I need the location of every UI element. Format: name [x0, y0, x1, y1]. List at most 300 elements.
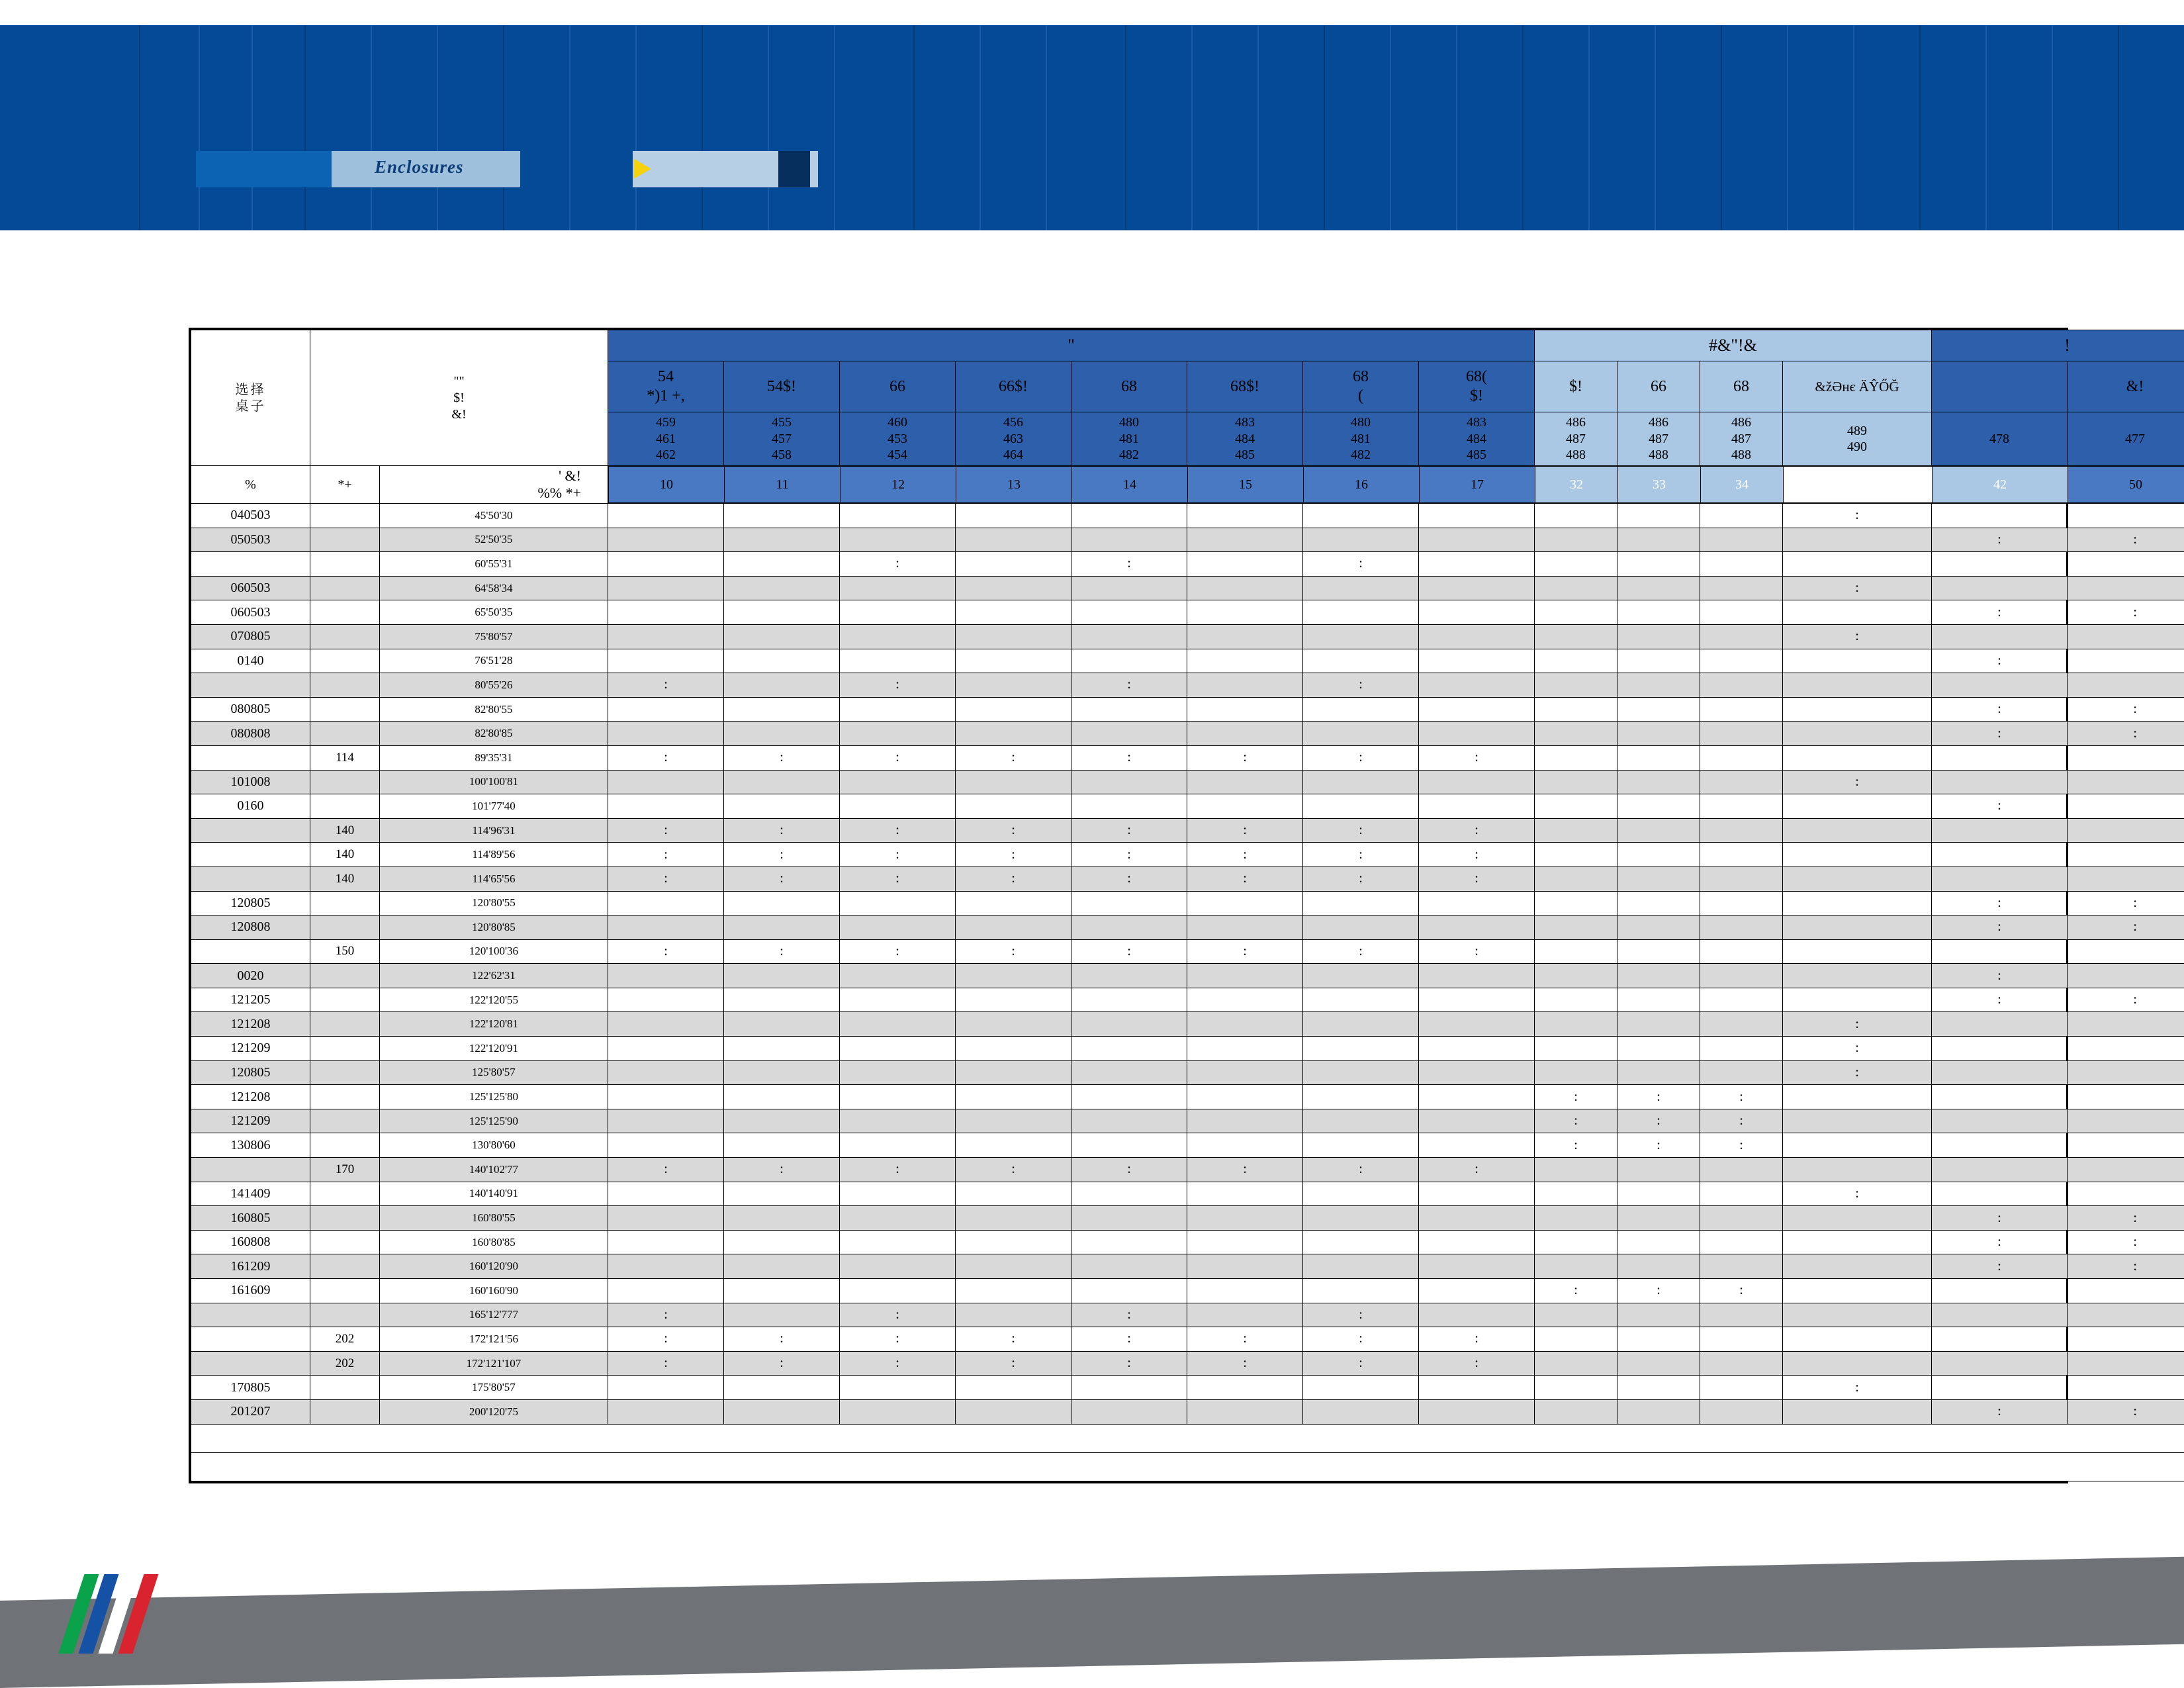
mark-cell[interactable] [1535, 891, 1617, 915]
mark-cell[interactable] [956, 843, 1071, 867]
mark-cell[interactable] [1932, 1060, 2068, 1085]
table-row[interactable] [191, 770, 2184, 794]
mark-cell[interactable] [956, 988, 1071, 1012]
mark-cell[interactable] [1071, 649, 1187, 673]
mark-cell[interactable] [1071, 1376, 1187, 1400]
mark-cell[interactable] [840, 1327, 956, 1352]
mark-cell[interactable] [1535, 576, 1617, 600]
mark-cell[interactable] [1783, 1133, 1932, 1158]
mark-cell[interactable] [1932, 552, 2068, 577]
mark-cell[interactable] [1071, 891, 1187, 915]
table-row[interactable] [191, 1254, 2184, 1279]
mark-cell[interactable] [1071, 794, 1187, 819]
mark-cell[interactable] [1303, 576, 1419, 600]
mark-cell[interactable] [840, 1085, 956, 1109]
mark-cell[interactable] [1932, 528, 2068, 552]
mark-cell[interactable] [1700, 1012, 1783, 1037]
mark-cell[interactable] [608, 818, 724, 843]
mark-cell[interactable] [1187, 1158, 1303, 1182]
mark-cell[interactable] [724, 867, 840, 891]
mark-cell[interactable] [1783, 843, 1932, 867]
table-row[interactable] [191, 504, 2184, 528]
mark-cell[interactable] [956, 1376, 1071, 1400]
mark-cell[interactable] [956, 1327, 1071, 1352]
mark-cell[interactable] [1303, 939, 1419, 964]
mark-cell[interactable] [840, 600, 956, 625]
mark-cell[interactable] [1932, 891, 2068, 915]
mark-cell[interactable] [956, 1109, 1071, 1133]
mark-cell[interactable] [1071, 939, 1187, 964]
mark-cell[interactable] [1932, 576, 2068, 600]
mark-cell[interactable] [1419, 1351, 1535, 1376]
mark-cell[interactable] [840, 745, 956, 770]
table-row[interactable] [191, 528, 2184, 552]
mark-cell[interactable] [1419, 1206, 1535, 1231]
mark-cell[interactable] [1303, 770, 1419, 794]
mark-cell[interactable] [608, 722, 724, 746]
mark-cell[interactable] [1617, 1182, 1700, 1206]
mark-cell[interactable] [1932, 1012, 2068, 1037]
mark-cell[interactable] [1535, 770, 1617, 794]
mark-cell[interactable] [1535, 1376, 1617, 1400]
mark-cell[interactable] [2068, 1182, 2184, 1206]
mark-cell[interactable] [1783, 504, 1932, 528]
mark-cell[interactable] [1783, 1230, 1932, 1254]
mark-cell[interactable] [1617, 649, 1700, 673]
mark-cell[interactable] [1932, 600, 2068, 625]
mark-cell[interactable] [1535, 867, 1617, 891]
mark-cell[interactable] [1187, 1037, 1303, 1061]
mark-cell[interactable] [1700, 1399, 1783, 1424]
mark-cell[interactable] [724, 988, 840, 1012]
mark-cell[interactable] [1071, 818, 1187, 843]
mark-cell[interactable] [1535, 1351, 1617, 1376]
table-row[interactable] [191, 964, 2184, 988]
mark-cell[interactable] [1617, 1133, 1700, 1158]
mark-cell[interactable] [956, 600, 1071, 625]
mark-cell[interactable] [1303, 1133, 1419, 1158]
table-row[interactable] [191, 552, 2184, 577]
mark-cell[interactable] [2068, 964, 2184, 988]
mark-cell[interactable] [1071, 745, 1187, 770]
mark-cell[interactable] [1783, 1254, 1932, 1279]
mark-cell[interactable] [1535, 722, 1617, 746]
mark-cell[interactable] [608, 673, 724, 698]
mark-cell[interactable] [840, 1060, 956, 1085]
mark-cell[interactable] [1932, 867, 2068, 891]
mark-cell[interactable] [724, 504, 840, 528]
mark-cell[interactable] [840, 939, 956, 964]
mark-cell[interactable] [956, 1206, 1071, 1231]
mark-cell[interactable] [1932, 1376, 2068, 1400]
mark-cell[interactable] [1071, 576, 1187, 600]
mark-cell[interactable] [1932, 915, 2068, 940]
mark-cell[interactable] [1932, 770, 2068, 794]
mark-cell[interactable] [1932, 624, 2068, 649]
mark-cell[interactable] [1535, 1158, 1617, 1182]
mark-cell[interactable] [608, 552, 724, 577]
mark-cell[interactable] [1071, 1085, 1187, 1109]
mark-cell[interactable] [2068, 1399, 2184, 1424]
mark-cell[interactable] [1303, 697, 1419, 722]
mark-cell[interactable] [1700, 697, 1783, 722]
mark-cell[interactable] [1783, 1182, 1932, 1206]
mark-cell[interactable] [840, 1012, 956, 1037]
mark-cell[interactable] [1535, 964, 1617, 988]
mark-cell[interactable] [1700, 722, 1783, 746]
mark-cell[interactable] [2068, 915, 2184, 940]
mark-cell[interactable] [724, 770, 840, 794]
mark-cell[interactable] [1303, 745, 1419, 770]
mark-cell[interactable] [1700, 843, 1783, 867]
mark-cell[interactable] [840, 697, 956, 722]
mark-cell[interactable] [724, 964, 840, 988]
table-row[interactable] [191, 576, 2184, 600]
table-row[interactable] [191, 624, 2184, 649]
mark-cell[interactable] [2068, 552, 2184, 577]
mark-cell[interactable] [1783, 576, 1932, 600]
mark-cell[interactable] [956, 1158, 1071, 1182]
mark-cell[interactable] [724, 915, 840, 940]
mark-cell[interactable] [1617, 1060, 1700, 1085]
table-row[interactable] [191, 745, 2184, 770]
mark-cell[interactable] [1419, 891, 1535, 915]
mark-cell[interactable] [1700, 891, 1783, 915]
mark-cell[interactable] [956, 915, 1071, 940]
mark-cell[interactable] [1700, 1085, 1783, 1109]
mark-cell[interactable] [724, 528, 840, 552]
mark-cell[interactable] [1617, 1109, 1700, 1133]
mark-cell[interactable] [1419, 867, 1535, 891]
mark-cell[interactable] [724, 649, 840, 673]
mark-cell[interactable] [724, 1230, 840, 1254]
mark-cell[interactable] [608, 1012, 724, 1037]
mark-cell[interactable] [1187, 552, 1303, 577]
mark-cell[interactable] [724, 1085, 840, 1109]
mark-cell[interactable] [1419, 600, 1535, 625]
mark-cell[interactable] [1700, 867, 1783, 891]
mark-cell[interactable] [956, 1399, 1071, 1424]
mark-cell[interactable] [1419, 697, 1535, 722]
mark-cell[interactable] [1932, 1399, 2068, 1424]
mark-cell[interactable] [1187, 794, 1303, 819]
mark-cell[interactable] [608, 745, 724, 770]
mark-cell[interactable] [1617, 794, 1700, 819]
mark-cell[interactable] [724, 1327, 840, 1352]
mark-cell[interactable] [2068, 1351, 2184, 1376]
mark-cell[interactable] [1617, 1206, 1700, 1231]
mark-cell[interactable] [1187, 964, 1303, 988]
mark-cell[interactable] [724, 843, 840, 867]
mark-cell[interactable] [1419, 1254, 1535, 1279]
mark-cell[interactable] [1617, 745, 1700, 770]
mark-cell[interactable] [1419, 673, 1535, 698]
mark-cell[interactable] [1783, 867, 1932, 891]
mark-cell[interactable] [1187, 1182, 1303, 1206]
mark-cell[interactable] [1617, 624, 1700, 649]
mark-cell[interactable] [1303, 843, 1419, 867]
mark-cell[interactable] [1419, 1012, 1535, 1037]
mark-cell[interactable] [1617, 1399, 1700, 1424]
mark-cell[interactable] [956, 745, 1071, 770]
mark-cell[interactable] [1419, 552, 1535, 577]
mark-cell[interactable] [1303, 1109, 1419, 1133]
mark-cell[interactable] [1071, 697, 1187, 722]
mark-cell[interactable] [956, 1182, 1071, 1206]
mark-cell[interactable] [2068, 1327, 2184, 1352]
mark-cell[interactable] [956, 867, 1071, 891]
mark-cell[interactable] [840, 818, 956, 843]
mark-cell[interactable] [956, 697, 1071, 722]
mark-cell[interactable] [1617, 1279, 1700, 1303]
mark-cell[interactable] [956, 818, 1071, 843]
mark-cell[interactable] [956, 770, 1071, 794]
mark-cell[interactable] [956, 576, 1071, 600]
table-row[interactable] [191, 818, 2184, 843]
mark-cell[interactable] [1783, 1279, 1932, 1303]
mark-cell[interactable] [1617, 697, 1700, 722]
mark-cell[interactable] [1071, 1230, 1187, 1254]
mark-cell[interactable] [608, 504, 724, 528]
mark-cell[interactable] [1187, 1206, 1303, 1231]
mark-cell[interactable] [1700, 988, 1783, 1012]
mark-cell[interactable] [1932, 1158, 2068, 1182]
mark-cell[interactable] [1700, 1060, 1783, 1085]
table-row[interactable] [191, 1085, 2184, 1109]
mark-cell[interactable] [956, 939, 1071, 964]
mark-cell[interactable] [1419, 1037, 1535, 1061]
mark-cell[interactable] [1419, 1399, 1535, 1424]
mark-cell[interactable] [956, 528, 1071, 552]
mark-cell[interactable] [1617, 939, 1700, 964]
table-row[interactable] [191, 649, 2184, 673]
mark-cell[interactable] [1187, 1012, 1303, 1037]
mark-cell[interactable] [1187, 988, 1303, 1012]
mark-cell[interactable] [1617, 891, 1700, 915]
mark-cell[interactable] [1303, 1060, 1419, 1085]
mark-cell[interactable] [1617, 1158, 1700, 1182]
mark-cell[interactable] [840, 843, 956, 867]
mark-cell[interactable] [1303, 1376, 1419, 1400]
mark-cell[interactable] [1071, 867, 1187, 891]
mark-cell[interactable] [1617, 1085, 1700, 1109]
mark-cell[interactable] [1617, 722, 1700, 746]
mark-cell[interactable] [1932, 1037, 2068, 1061]
table-row[interactable] [191, 1279, 2184, 1303]
mark-cell[interactable] [1617, 818, 1700, 843]
mark-cell[interactable] [840, 1109, 956, 1133]
mark-cell[interactable] [1535, 1327, 1617, 1352]
mark-cell[interactable] [840, 528, 956, 552]
table-row[interactable] [191, 988, 2184, 1012]
mark-cell[interactable] [608, 867, 724, 891]
mark-cell[interactable] [1700, 1206, 1783, 1231]
table-row[interactable] [191, 1182, 2184, 1206]
mark-cell[interactable] [1419, 745, 1535, 770]
mark-cell[interactable] [1187, 745, 1303, 770]
mark-cell[interactable] [1419, 915, 1535, 940]
mark-cell[interactable] [1783, 964, 1932, 988]
mark-cell[interactable] [608, 528, 724, 552]
mark-cell[interactable] [724, 1376, 840, 1400]
mark-cell[interactable] [1932, 1133, 2068, 1158]
mark-cell[interactable] [1535, 552, 1617, 577]
mark-cell[interactable] [1700, 1182, 1783, 1206]
mark-cell[interactable] [1700, 1158, 1783, 1182]
mark-cell[interactable] [1187, 1060, 1303, 1085]
mark-cell[interactable] [1187, 1109, 1303, 1133]
mark-cell[interactable] [1932, 939, 2068, 964]
mark-cell[interactable] [608, 697, 724, 722]
mark-cell[interactable] [1783, 818, 1932, 843]
mark-cell[interactable] [1617, 915, 1700, 940]
mark-cell[interactable] [608, 1254, 724, 1279]
mark-cell[interactable] [1617, 673, 1700, 698]
table-row[interactable] [191, 1012, 2184, 1037]
mark-cell[interactable] [956, 1133, 1071, 1158]
mark-cell[interactable] [1783, 552, 1932, 577]
mark-cell[interactable] [1419, 528, 1535, 552]
mark-cell[interactable] [1617, 528, 1700, 552]
mark-cell[interactable] [1932, 745, 2068, 770]
mark-cell[interactable] [1783, 988, 1932, 1012]
mark-cell[interactable] [1783, 673, 1932, 698]
mark-cell[interactable] [1419, 624, 1535, 649]
mark-cell[interactable] [956, 1085, 1071, 1109]
mark-cell[interactable] [1187, 673, 1303, 698]
mark-cell[interactable] [1617, 552, 1700, 577]
mark-cell[interactable] [1535, 794, 1617, 819]
mark-cell[interactable] [608, 1399, 724, 1424]
mark-cell[interactable] [1187, 504, 1303, 528]
mark-cell[interactable] [1187, 1376, 1303, 1400]
mark-cell[interactable] [1535, 600, 1617, 625]
mark-cell[interactable] [1783, 1158, 1932, 1182]
mark-cell[interactable] [1419, 988, 1535, 1012]
mark-cell[interactable] [724, 576, 840, 600]
mark-cell[interactable] [1187, 1279, 1303, 1303]
mark-cell[interactable] [840, 988, 956, 1012]
mark-cell[interactable] [2068, 600, 2184, 625]
mark-cell[interactable] [608, 1060, 724, 1085]
mark-cell[interactable] [1071, 673, 1187, 698]
mark-cell[interactable] [1187, 843, 1303, 867]
mark-cell[interactable] [1071, 624, 1187, 649]
mark-cell[interactable] [840, 673, 956, 698]
mark-cell[interactable] [956, 1060, 1071, 1085]
mark-cell[interactable] [1187, 1351, 1303, 1376]
mark-cell[interactable] [724, 673, 840, 698]
mark-cell[interactable] [1932, 722, 2068, 746]
mark-cell[interactable] [1700, 504, 1783, 528]
mark-cell[interactable] [840, 1399, 956, 1424]
mark-cell[interactable] [724, 697, 840, 722]
mark-cell[interactable] [1783, 528, 1932, 552]
table-row[interactable] [191, 722, 2184, 746]
mark-cell[interactable] [1303, 1158, 1419, 1182]
mark-cell[interactable] [2068, 504, 2184, 528]
mark-cell[interactable] [1783, 1351, 1932, 1376]
mark-cell[interactable] [1071, 1158, 1187, 1182]
mark-cell[interactable] [724, 1158, 840, 1182]
mark-cell[interactable] [1419, 1182, 1535, 1206]
mark-cell[interactable] [1419, 1158, 1535, 1182]
mark-cell[interactable] [1303, 818, 1419, 843]
mark-cell[interactable] [1535, 528, 1617, 552]
mark-cell[interactable] [1187, 1399, 1303, 1424]
mark-cell[interactable] [1303, 988, 1419, 1012]
mark-cell[interactable] [1535, 915, 1617, 940]
mark-cell[interactable] [2068, 1303, 2184, 1327]
mark-cell[interactable] [1535, 1279, 1617, 1303]
mark-cell[interactable] [1783, 649, 1932, 673]
mark-cell[interactable] [2068, 794, 2184, 819]
mark-cell[interactable] [2068, 867, 2184, 891]
mark-cell[interactable] [1535, 1230, 1617, 1254]
mark-cell[interactable] [1419, 649, 1535, 673]
mark-cell[interactable] [1535, 1303, 1617, 1327]
mark-cell[interactable] [1187, 1133, 1303, 1158]
mark-cell[interactable] [1303, 722, 1419, 746]
mark-cell[interactable] [608, 915, 724, 940]
mark-cell[interactable] [1303, 1206, 1419, 1231]
mark-cell[interactable] [1535, 1037, 1617, 1061]
mark-cell[interactable] [724, 600, 840, 625]
mark-cell[interactable] [840, 1206, 956, 1231]
mark-cell[interactable] [1617, 1303, 1700, 1327]
mark-cell[interactable] [724, 1037, 840, 1061]
mark-cell[interactable] [1932, 1182, 2068, 1206]
mark-cell[interactable] [1535, 1206, 1617, 1231]
mark-cell[interactable] [1932, 1279, 2068, 1303]
mark-cell[interactable] [1535, 818, 1617, 843]
mark-cell[interactable] [1071, 964, 1187, 988]
mark-cell[interactable] [840, 867, 956, 891]
mark-cell[interactable] [1187, 915, 1303, 940]
mark-cell[interactable] [840, 1279, 956, 1303]
mark-cell[interactable] [956, 794, 1071, 819]
mark-cell[interactable] [1303, 1037, 1419, 1061]
mark-cell[interactable] [1419, 1133, 1535, 1158]
mark-cell[interactable] [956, 964, 1071, 988]
mark-cell[interactable] [1187, 891, 1303, 915]
mark-cell[interactable] [608, 843, 724, 867]
mark-cell[interactable] [1303, 1303, 1419, 1327]
mark-cell[interactable] [724, 1303, 840, 1327]
mark-cell[interactable] [1303, 1399, 1419, 1424]
mark-cell[interactable] [724, 1060, 840, 1085]
mark-cell[interactable] [1071, 600, 1187, 625]
mark-cell[interactable] [2068, 843, 2184, 867]
table-row[interactable] [191, 1206, 2184, 1231]
mark-cell[interactable] [2068, 697, 2184, 722]
mark-cell[interactable] [840, 891, 956, 915]
mark-cell[interactable] [608, 649, 724, 673]
mark-cell[interactable] [724, 1109, 840, 1133]
mark-cell[interactable] [2068, 1060, 2184, 1085]
mark-cell[interactable] [1303, 624, 1419, 649]
mark-cell[interactable] [1783, 1376, 1932, 1400]
mark-cell[interactable] [956, 891, 1071, 915]
mark-cell[interactable] [1932, 1254, 2068, 1279]
mark-cell[interactable] [1783, 1085, 1932, 1109]
mark-cell[interactable] [608, 770, 724, 794]
mark-cell[interactable] [1617, 988, 1700, 1012]
mark-cell[interactable] [608, 576, 724, 600]
mark-cell[interactable] [956, 504, 1071, 528]
mark-cell[interactable] [2068, 1109, 2184, 1133]
mark-cell[interactable] [956, 1351, 1071, 1376]
